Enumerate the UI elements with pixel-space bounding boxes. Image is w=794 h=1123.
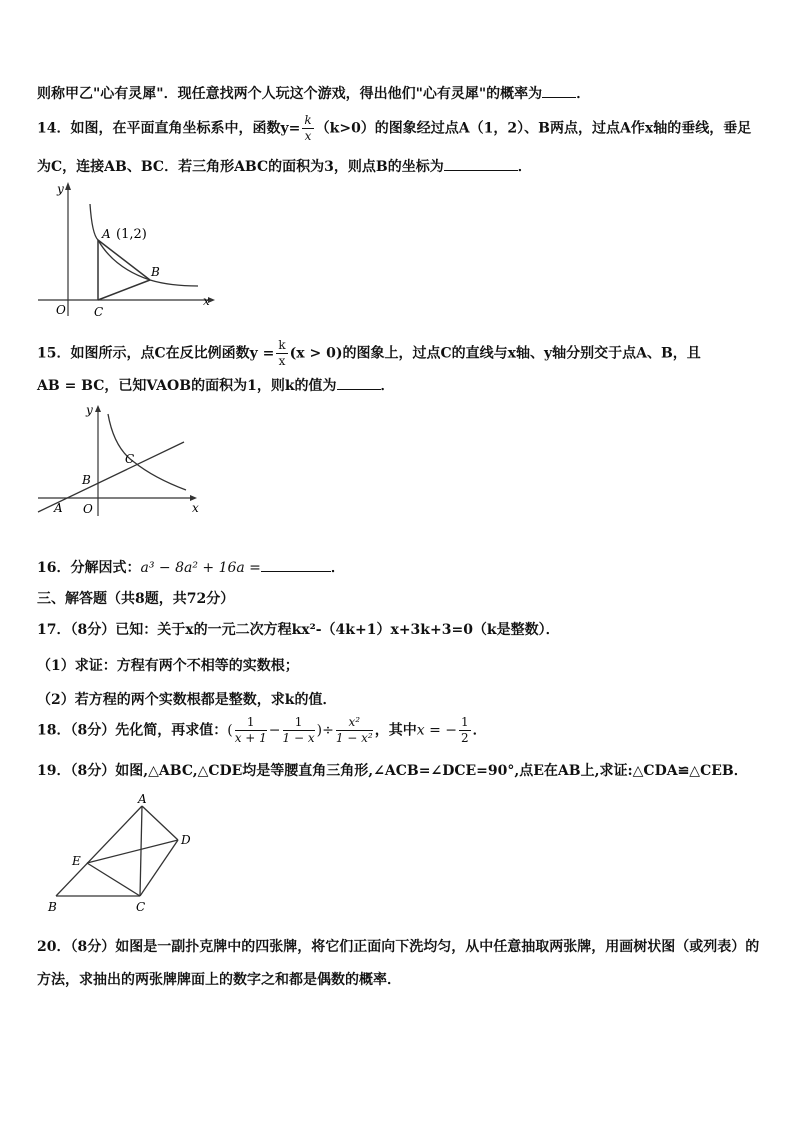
frac-num: 1 — [283, 715, 315, 731]
frac-num: k — [278, 338, 286, 352]
q18-value-fraction — [459, 715, 471, 746]
axis-label-y: y — [57, 182, 64, 196]
origin-label: O — [56, 303, 66, 317]
q16-text: 分解因式： — [70, 560, 141, 576]
axis-label-x: x — [192, 501, 199, 515]
frac-den: 1 − x² — [335, 731, 373, 745]
q14-end: ． — [517, 159, 532, 175]
q15-end: ． — [380, 378, 395, 394]
answer-blank — [337, 377, 381, 390]
axis-label-y: y — [86, 403, 93, 417]
q13-tail-text: 则称甲乙"心有灵犀"．现任意找两个人玩这个游戏，得出他们"心有灵犀"的概率为 — [37, 86, 543, 102]
segment-ab — [56, 806, 142, 896]
frac-num: 1 — [461, 715, 469, 729]
hyperbola-curve — [90, 204, 198, 286]
q17-sub1-text: （1）求证：方程有两个不相等的实数根； — [37, 658, 299, 674]
q20-text-line1: （8分）如图是一副扑克牌中的四张牌，将它们正面向下洗均匀，从中任意抽取两张牌，用画树状图（或列表）的 — [70, 939, 760, 955]
q19-line — [37, 760, 748, 780]
segment-ab — [98, 240, 150, 280]
q18-text: （8分）先化简，再求值： — [70, 722, 228, 739]
q18-end: ． — [472, 722, 487, 739]
q14-line2 — [37, 156, 532, 176]
q17-sub1 — [37, 655, 299, 675]
q14-fraction — [302, 113, 313, 144]
q14-line1 — [37, 113, 751, 144]
q15-number: 15． — [37, 345, 71, 362]
y-axis-arrow — [65, 182, 71, 190]
frac-den: 2 — [461, 731, 469, 745]
q15-text-line2: AB = BC，已知VAOB的面积为1，则k的值为 — [37, 378, 337, 394]
q15-line1 — [37, 338, 701, 369]
point-label-b: B — [82, 473, 91, 487]
q14-text-part2: （k>0）的图象经过点A（1，2）、B两点，过点A作x轴的垂线，垂足 — [315, 120, 752, 137]
segment-ac — [140, 806, 142, 896]
segment-ad — [142, 806, 178, 840]
segment-bc — [98, 280, 150, 300]
q15-fraction — [276, 338, 287, 369]
q14-text-line2: 为C，连接AB、BC．若三角形ABC的面积为3，则点B的坐标为 — [37, 159, 444, 175]
point-label-c: C — [136, 900, 146, 914]
point-label-a: A — [138, 792, 147, 806]
minus-sign: − — [268, 722, 281, 739]
q19-number: 19． — [37, 763, 71, 779]
q16-expression: a³ − 8a² + 16a = — [140, 560, 261, 576]
answer-blank — [444, 158, 518, 171]
point-label-a: A — [54, 501, 63, 515]
q18-line — [37, 715, 487, 746]
point-label-d: D — [181, 833, 191, 847]
q19-figure — [40, 792, 210, 922]
q15-line2 — [37, 375, 395, 395]
divide-sign: ÷ — [322, 722, 334, 739]
frac-den: x — [304, 129, 312, 143]
frac-den: x + 1 — [234, 731, 267, 745]
section-3-title — [37, 588, 234, 608]
frac-num: k — [304, 113, 312, 127]
answer-blank — [261, 559, 331, 572]
answer-blank — [542, 85, 576, 98]
q14-text-part1: 如图，在平面直角坐标系中，函数y= — [70, 120, 301, 137]
q13-end: ． — [576, 86, 591, 102]
section-3-title-text: 三、解答题（共8题，共72分） — [37, 591, 235, 607]
q18-where-text: ，其中 — [374, 722, 417, 739]
q18-fraction-2 — [283, 715, 315, 746]
frac-den: x — [278, 354, 286, 368]
q20-line1 — [37, 936, 759, 956]
point-a-coordinates: (1,2) — [116, 227, 147, 242]
q18-x-equals: x = − — [416, 722, 457, 739]
q15-text-part1: 如图所示，点C在反比例函数y = — [70, 345, 275, 362]
q19-text: （8分）如图,△ABC,△CDE均是等腰直角三角形,∠ACB=∠DCE=90°,点E在AB上,求证:△CDA≌△CEB． — [70, 763, 748, 779]
q16-end: ． — [330, 560, 345, 576]
hyperbola-curve — [108, 414, 186, 490]
frac-num: x² — [336, 715, 373, 731]
q18-number: 18． — [37, 722, 71, 739]
point-label-b: B — [151, 265, 160, 279]
q13-tail-line — [37, 83, 590, 103]
open-paren: ( — [227, 722, 233, 739]
q17-sub2 — [37, 689, 336, 709]
q17-line — [37, 619, 560, 639]
point-label-a: A — [102, 227, 111, 241]
point-label-b: B — [48, 900, 57, 914]
q18-fraction-3 — [336, 715, 373, 746]
frac-num: 1 — [235, 715, 267, 731]
q20-line2 — [37, 969, 401, 989]
q16-number: 16． — [37, 560, 71, 576]
q17-number: 17． — [37, 622, 71, 638]
q15-figure — [30, 400, 210, 520]
q14-figure — [30, 176, 230, 321]
q17-sub2-text: （2）若方程的两个实数根都是整数，求k的值． — [37, 692, 337, 708]
origin-label: O — [83, 502, 93, 516]
y-axis-arrow — [95, 405, 101, 412]
q14-number: 14． — [37, 120, 71, 137]
point-label-c: C — [94, 305, 104, 319]
q17-text: （8分）已知：关于x的一元二次方程kx²-（4k+1）x+3k+3=0（k是整数）． — [70, 622, 560, 638]
segment-ec — [87, 863, 140, 896]
point-label-e: E — [72, 854, 81, 868]
close-paren: ) — [316, 722, 323, 739]
q15-text-part2: (x > 0)的图象上，过点C的直线与x轴、y轴分别交于点A、B，且 — [289, 345, 701, 362]
axis-label-x: x — [203, 294, 210, 308]
frac-den: 1 − x — [282, 731, 315, 745]
q16-line — [37, 557, 345, 577]
q20-number: 20． — [37, 939, 71, 955]
q18-fraction-1 — [235, 715, 267, 746]
point-label-c: C — [125, 452, 135, 466]
q20-text-line2: 方法，求抽出的两张牌牌面上的数字之和都是偶数的概率． — [37, 972, 401, 988]
